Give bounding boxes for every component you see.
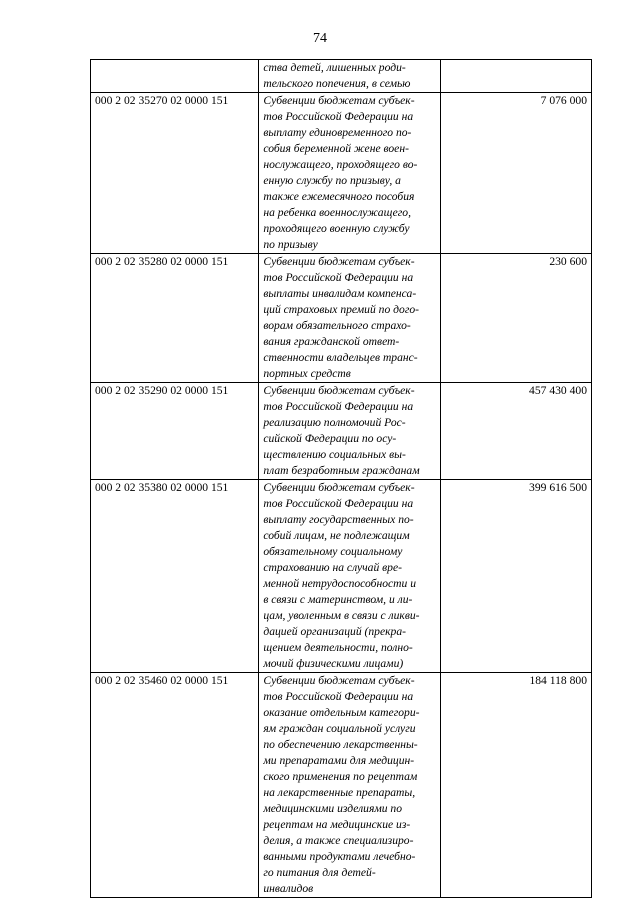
- table-row: [91, 480, 592, 673]
- description-line: тов Российской Федерации на: [263, 110, 414, 123]
- classification-code-cell: 000 2 02 35380 02 0000 151: [91, 480, 259, 673]
- description-cell: [259, 254, 440, 383]
- description-line: в связи с материнством, и ли-: [263, 593, 413, 606]
- description-line: сийской Федерации по осу-: [263, 432, 397, 445]
- description-cell: [259, 480, 440, 673]
- table-row: [91, 93, 592, 254]
- description-line: менной нетрудоспособности и: [263, 577, 417, 590]
- description-line: ям граждан социальной услуги: [263, 722, 416, 735]
- description-line: медицинскими изделиями по: [263, 802, 403, 815]
- description-line: на ребенка военнослужащего,: [263, 206, 411, 219]
- description-line: ций страховых премий по дого-: [263, 303, 420, 316]
- table-row: [91, 673, 592, 898]
- description-line: енную службу по призыву, а: [263, 174, 401, 187]
- description-line: дацией организаций (прекра-: [263, 625, 406, 638]
- description-line: на лекарственные препараты,: [263, 786, 416, 799]
- amount-cell: [440, 60, 591, 93]
- amount-cell: 7 076 000: [440, 93, 591, 254]
- description-line: собия беременной жене воен-: [263, 142, 409, 155]
- description-line: по обеспечению лекарственны-: [263, 738, 418, 751]
- description-line: вания гражданской ответ-: [263, 335, 400, 348]
- classification-code-cell: 000 2 02 35460 02 0000 151: [91, 673, 259, 898]
- amount-cell: 399 616 500: [440, 480, 591, 673]
- description-line: портных средств: [263, 367, 351, 380]
- description-line: ванными продуктами лечебно-: [263, 850, 416, 863]
- amount-cell: 230 600: [440, 254, 591, 383]
- description-line: цам, уволенным в связи с ликви-: [263, 609, 420, 622]
- description-line: Субвенции бюджетам субъек-: [263, 481, 415, 494]
- description-line: выплату государственных по-: [263, 513, 414, 526]
- description-line: нослужащего, проходящего во-: [263, 158, 418, 171]
- table-row: [91, 254, 592, 383]
- description-line: страхованию на случай вре-: [263, 561, 402, 574]
- description-line: собий лицам, не подлежащим: [263, 529, 410, 542]
- description-line: рецептам на медицинские из-: [263, 818, 411, 831]
- classification-code-cell: 000 2 02 35290 02 0000 151: [91, 383, 259, 480]
- description-line: плат безработным гражданам: [263, 464, 420, 477]
- page-number: 74: [313, 31, 327, 46]
- description-line: выплаты инвалидам компенса-: [263, 287, 417, 300]
- description-line: ворам обязательного страхо-: [263, 319, 411, 332]
- description-cell: [259, 383, 440, 480]
- description-line: Субвенции бюджетам субъек-: [263, 384, 415, 397]
- description-line: проходящего военную службу: [263, 222, 410, 235]
- description-line: го питания для детей-: [263, 866, 376, 879]
- description-line: тов Российской Федерации на: [263, 400, 414, 413]
- description-line: тов Российской Федерации на: [263, 690, 414, 703]
- description-line: делия, а также специализиро-: [263, 834, 414, 847]
- description-line: тов Российской Федерации на: [263, 271, 414, 284]
- classification-code-cell: [91, 60, 259, 93]
- description-line: инвалидов: [263, 882, 314, 895]
- description-line: ственности владельцев транс-: [263, 351, 418, 364]
- description-line: Субвенции бюджетам субъек-: [263, 674, 415, 687]
- description-line: тельского попечения, в семью: [263, 77, 411, 90]
- description-line: мочий физическими лицами): [263, 657, 404, 670]
- description-line: ми препаратами для медицин-: [263, 754, 415, 767]
- description-line: обязательному социальному: [263, 545, 403, 558]
- description-cell: [259, 93, 440, 254]
- description-line: Субвенции бюджетам субъек-: [263, 94, 415, 107]
- description-line: по призыву: [263, 238, 318, 251]
- description-line: щением деятельности, полно-: [263, 641, 413, 654]
- classification-code-cell: 000 2 02 35270 02 0000 151: [91, 93, 259, 254]
- description-line: ществлению социальных вы-: [263, 448, 406, 461]
- budget-table: [90, 59, 592, 898]
- classification-code-cell: 000 2 02 35280 02 0000 151: [91, 254, 259, 383]
- description-line: реализацию полномочий Рос-: [263, 416, 406, 429]
- description-cell: [259, 673, 440, 898]
- description-cell: [259, 60, 440, 93]
- description-line: ского применения по рецептам: [263, 770, 418, 783]
- description-line: оказание отдельным категори-: [263, 706, 420, 719]
- description-line: Субвенции бюджетам субъек-: [263, 255, 415, 268]
- amount-cell: 184 118 800: [440, 673, 591, 898]
- description-line: ства детей, лишенных роди-: [263, 61, 406, 74]
- description-line: тов Российской Федерации на: [263, 497, 414, 510]
- budget-table-body: [91, 60, 592, 898]
- table-row: [91, 383, 592, 480]
- amount-cell: 457 430 400: [440, 383, 591, 480]
- description-line: также ежемесячного пособия: [263, 190, 415, 203]
- description-line: выплату единовременного по-: [263, 126, 412, 139]
- table-row: [91, 60, 592, 93]
